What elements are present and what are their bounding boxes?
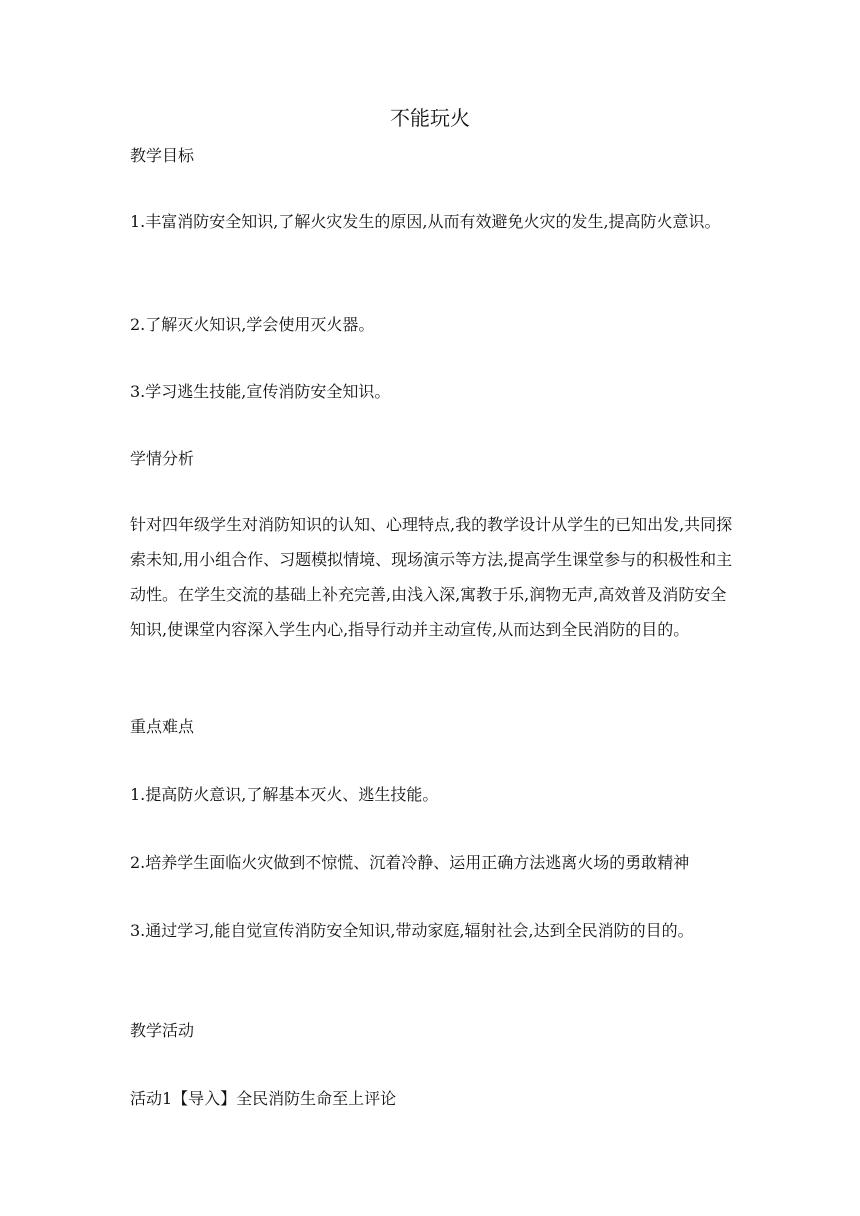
analysis-paragraph: 针对四年级学生对消防知识的认知、心理特点,我的教学设计从学生的已知出发,共同探索未知,用小组合作、习题模拟情境、现场演示等方法,提高学生课堂参与的积极性和主动性。在学生交流的基础上补充完善,由浅入深,寓教于乐,润物无声,高效普及消防安全知识,使课堂内容深入学生内心,指导行动并主动宣传,从而达到全民消防的目的。	[130, 515, 733, 639]
key-point-paragraph-3: 3.通过学习,能自觉宣传消防安全知识,带动家庭,辐射社会,达到全民消防的目的。	[130, 921, 694, 940]
key-point-paragraph-1: 1.提高防火意识,了解基本灭火、逃生技能。	[130, 785, 439, 804]
activity-1-heading: 活动1【导入】全民消防生命至上评论	[130, 1089, 397, 1108]
goal-paragraph-1: 1.丰富消防安全知识,了解火灾发生的原因,从而有效避免火灾的发生,提高防火意识。	[130, 212, 721, 231]
goal-paragraph-3: 3.学习逃生技能,宣传消防安全知识。	[130, 382, 391, 401]
document-title: 不能玩火	[390, 106, 470, 130]
goal-paragraph-2: 2.了解灭火知识,学会使用灭火器。	[130, 315, 375, 334]
key-point-paragraph-2: 2.培养学生面临火灾做到不惊慌、沉着冷静、运用正确方法逃离火场的勇敢精神	[130, 853, 690, 872]
section-heading-teaching-goals: 教学目标	[130, 146, 195, 165]
section-heading-student-analysis: 学情分析	[130, 449, 195, 468]
section-heading-teaching-activities: 教学活动	[130, 1021, 195, 1040]
section-heading-key-points: 重点难点	[130, 717, 195, 736]
